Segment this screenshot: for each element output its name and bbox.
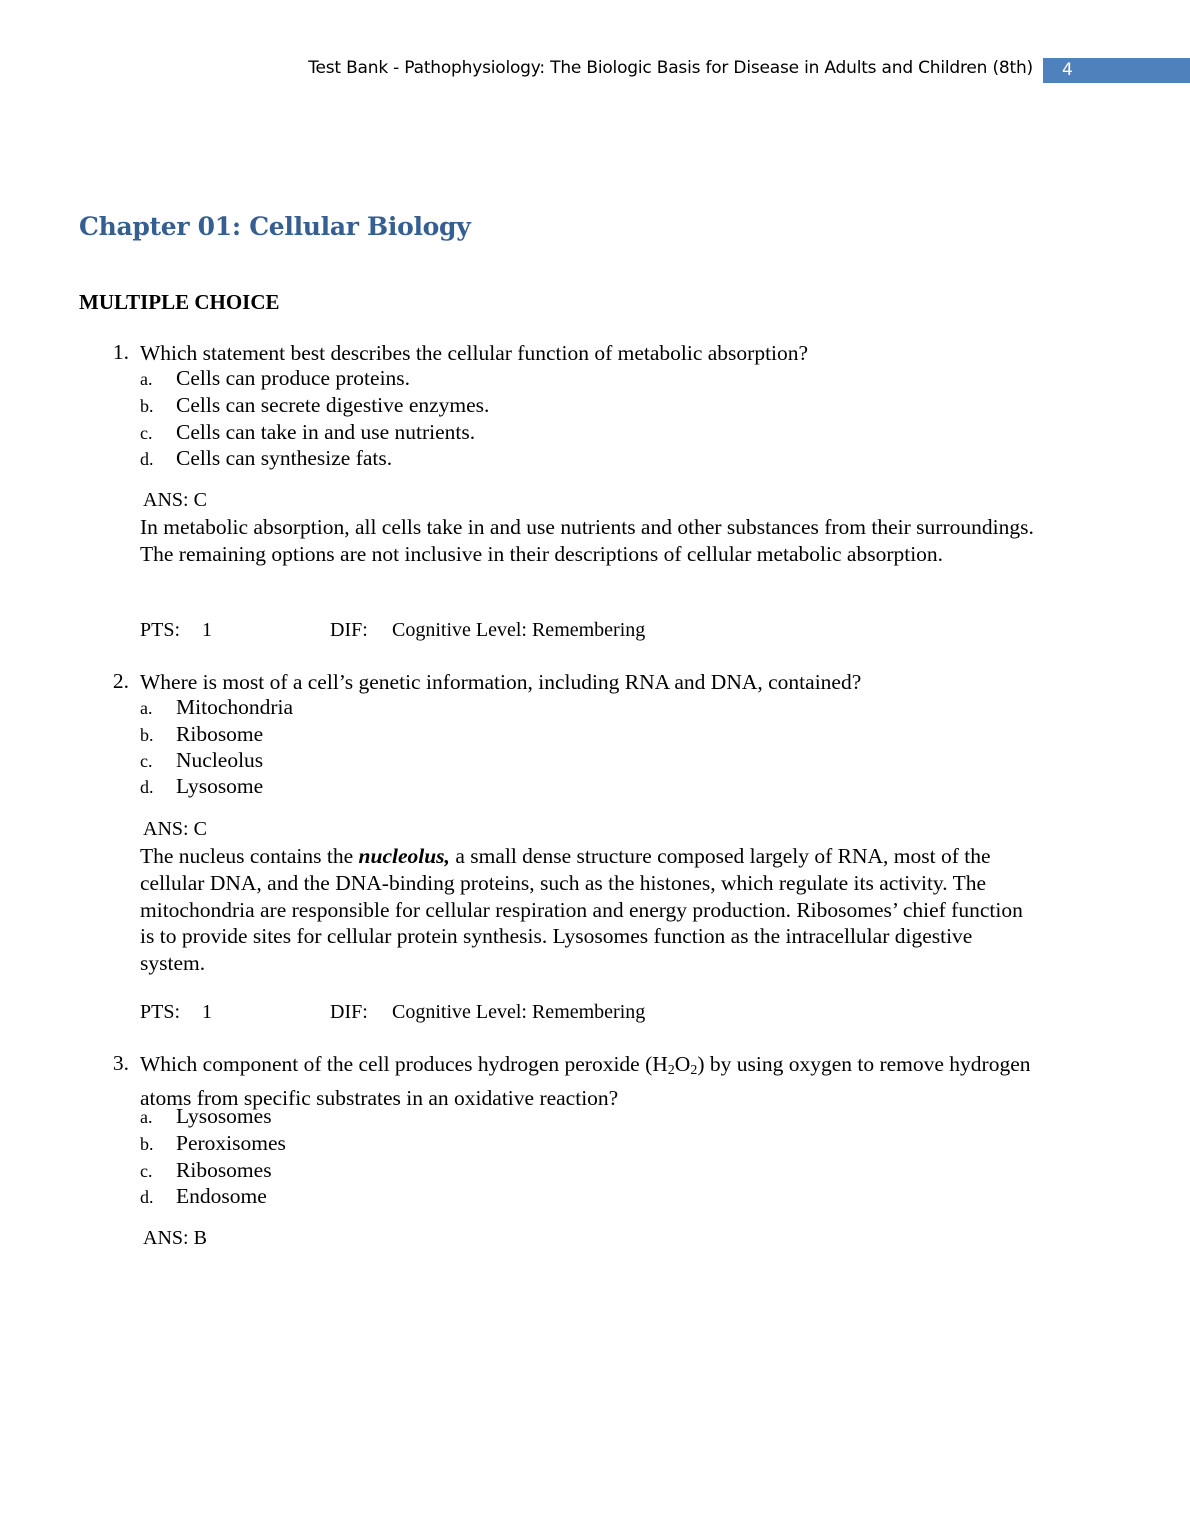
option-letter: a. (140, 369, 153, 389)
answer-rationale (140, 843, 1040, 977)
option-text: Cells can produce proteins. (176, 366, 411, 390)
option-letter: d. (140, 1187, 154, 1207)
answer-option-a (140, 695, 293, 720)
rationale-text: a small dense structure composed largely of RNA, most of the cellular DNA, and the DNA-binding proteins, such as the histones, which regulate its activity. The mitochondria are responsible for cellular respiration and energy production. Ribosomes’ chief function is to provide sites for cellular protein synthesis. Lysosomes function as the intracellular digestive system. (140, 844, 1023, 976)
answer-option-c (140, 420, 475, 445)
option-text: Mitochondria (176, 695, 294, 719)
chapter-title: Chapter 01: Cellular Biology (79, 212, 471, 241)
question-metadata (140, 619, 645, 642)
option-letter: c. (140, 751, 153, 771)
difficulty-value: Cognitive Level: Remembering (392, 1001, 646, 1023)
answer-option-c (140, 1158, 272, 1183)
page-number: 4 (1062, 60, 1073, 80)
question-number: 2. (112, 669, 129, 693)
question-metadata (140, 1001, 645, 1024)
question-text: Where is most of a cell’s genetic information, including RNA and DNA, contained? (140, 670, 862, 694)
page-number-badge (1043, 58, 1190, 83)
difficulty-label: DIF: (330, 619, 368, 641)
question-text-part: ) by using oxygen to remove hydrogen atoms from specific substrates in an oxidative reaction? (140, 1052, 1031, 1110)
question-text (140, 1051, 1040, 1111)
question-number: 3. (112, 1051, 129, 1075)
option-text: Peroxisomes (176, 1131, 286, 1155)
difficulty-value: Cognitive Level: Remembering (392, 619, 646, 641)
points-value: 1 (202, 619, 212, 641)
running-header-title: Test Bank - Pathophysiology: The Biologic Basis for Disease in Adults and Children (8th) (308, 58, 1033, 78)
subscript: 2 (667, 1063, 675, 1078)
answer-option-d (140, 446, 392, 471)
answer-option-d (140, 1184, 267, 1209)
question-text: Which statement best describes the cellular function of metabolic absorption? (140, 341, 809, 365)
answer-option-c (140, 748, 263, 773)
answer-option-a (140, 1104, 272, 1129)
option-letter: b. (140, 1134, 154, 1154)
answer-key: ANS: C (143, 818, 207, 840)
option-text: Cells can synthesize fats. (176, 446, 393, 470)
question-number: 1. (112, 340, 129, 364)
subscript: 2 (690, 1063, 698, 1078)
option-text: Lysosome (176, 774, 264, 798)
option-text: Cells can secrete digestive enzymes. (176, 393, 490, 417)
question-text-part: Which component of the cell produces hydrogen peroxide (H (140, 1052, 668, 1076)
option-text: Lysosomes (176, 1104, 272, 1128)
answer-option-b (140, 722, 263, 747)
points-label: PTS: (140, 1001, 181, 1023)
question-text-part: O (674, 1052, 691, 1076)
option-letter: c. (140, 1161, 153, 1181)
option-text: Ribosomes (176, 1158, 272, 1182)
rationale-key-term: nucleolus, (358, 844, 450, 868)
option-text: Endosome (176, 1184, 267, 1208)
option-letter: b. (140, 725, 154, 745)
answer-option-b (140, 1131, 286, 1156)
option-text: Ribosome (176, 722, 264, 746)
option-letter: a. (140, 698, 153, 718)
option-text: Cells can take in and use nutrients. (176, 420, 476, 444)
option-letter: d. (140, 777, 154, 797)
answer-key: ANS: B (143, 1227, 207, 1249)
option-letter: a. (140, 1107, 153, 1127)
answer-option-d (140, 774, 263, 799)
option-text: Nucleolus (176, 748, 264, 772)
answer-key: ANS: C (143, 489, 207, 511)
points-label: PTS: (140, 619, 181, 641)
option-letter: b. (140, 396, 154, 416)
answer-option-a (140, 366, 410, 391)
answer-option-b (140, 393, 489, 418)
option-letter: c. (140, 423, 153, 443)
rationale-text: The nucleus contains the (140, 844, 359, 868)
points-value: 1 (202, 1001, 212, 1023)
option-letter: d. (140, 449, 154, 469)
answer-rationale: In metabolic absorption, all cells take in and use nutrients and other substances from their surroundings. The remaining options are not inclusive in their descriptions of cellular metabolic absorption. (140, 515, 1034, 566)
section-heading: MULTIPLE CHOICE (79, 290, 280, 314)
difficulty-label: DIF: (330, 1001, 368, 1023)
